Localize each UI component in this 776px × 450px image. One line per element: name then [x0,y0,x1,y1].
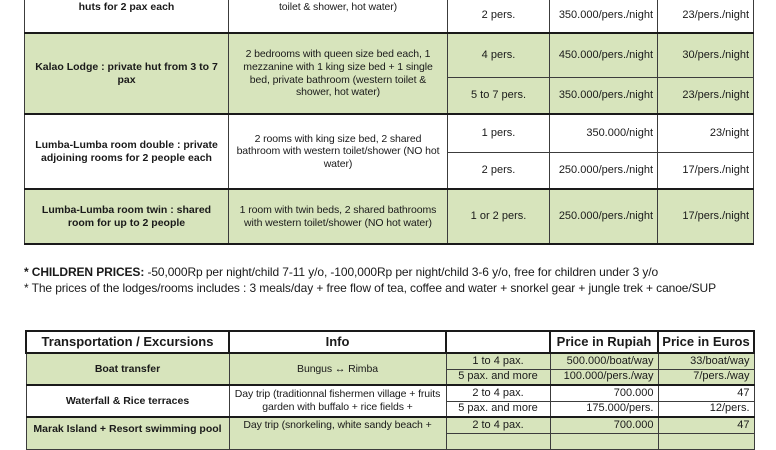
price-euros-cell [658,433,754,449]
price-euros-cell: 23/pers./night [658,0,754,33]
room-info-cell: 2 rooms with king size bed, 2 shared bathroom with western toilet/shower (NO hot water) [229,114,448,189]
price-euros-cell: 47 [658,385,754,401]
price-euros-cell: 23/pers./night [658,77,754,114]
price-euros-header: Price in Euros [658,331,754,353]
price-rupiah-cell: 700.000 [550,417,658,433]
pax-cell: 2 pers. [448,152,550,189]
price-euros-cell: 17/pers./night [658,152,754,189]
price-rupiah-cell: 350.000/pers./night [550,77,658,114]
pax-cell: 4 pers. [448,33,550,77]
price-rupiah-cell: 500.000/boat/way [550,353,658,369]
pax-cell: 2 pers. [448,0,550,33]
price-rupiah-header: Price in Rupiah [550,331,658,353]
price-rupiah-cell: 450.000/pers./night [550,33,658,77]
lodge-name-cell: Kalao Lodge : private hut from 3 to 7 pax [25,33,229,114]
price-euros-cell: 17/pers./night [658,189,754,244]
room-info-cell: toilet & shower, hot water) [229,0,448,33]
price-euros-cell: 47 [658,417,754,433]
pax-cell: 5 to 7 pers. [448,77,550,114]
children-prices-note [24,264,764,280]
excursion-name-cell: Waterfall & Rice terraces [26,385,229,417]
pax-cell: 5 pax. and more [446,369,550,385]
price-rupiah-cell: 175.000/pers. [550,401,658,417]
children-prices-note-text: -50,000Rp per night/child 7-11 y/o, -100,000Rp per night/child 3-6 y/o, free for children under 3 y/o [144,265,659,279]
price-rupiah-cell: 100.000/pers./way [550,369,658,385]
excursion-info-cell: Bungus ↔ Rimba [229,353,446,385]
pax-cell: 1 pers. [448,114,550,152]
excursion-price-table [25,330,755,450]
pax-cell [446,433,550,449]
room-info-cell: 2 bedrooms with queen size bed each, 1 mezzanine with 1 king size bed + 1 single bed, private bathroom (western toilet & shower, hot water) [229,33,448,114]
price-euros-cell: 12/pers. [658,401,754,417]
excursion-info-cell: Day trip (traditionnal fishermen village + fruits garden with buffalo + rice fields + [229,385,446,417]
price-rupiah-cell [550,433,658,449]
pax-header [446,331,550,353]
lodge-name-cell: Lumba-Lumba room twin : shared room for up to 2 people [25,189,229,244]
price-euros-cell: 7/pers./way [658,369,754,385]
price-rupiah-cell: 350.000/pers./night [550,0,658,33]
pax-cell: 2 to 4 pax. [446,385,550,401]
children-prices-note-lead: * CHILDREN PRICES: [24,265,145,279]
pax-cell: 1 to 4 pax. [446,353,550,369]
info-header: Info [229,331,446,353]
lodging-price-table [24,0,754,245]
excursion-name-cell: Boat transfer [26,353,229,385]
notes [24,264,764,296]
price-rupiah-cell: 350.000/night [550,114,658,152]
pax-cell: 1 or 2 pers. [448,189,550,244]
lodge-name-cell: huts for 2 pax each [25,0,229,33]
pax-cell: 5 pax. and more [446,401,550,417]
price-rupiah-cell: 250.000/pers./night [550,152,658,189]
price-euros-cell: 23/night [658,114,754,152]
excursion-name-cell: Marak Island + Resort swimming pool [26,417,229,449]
pax-cell: 2 to 4 pax. [446,417,550,433]
price-euros-cell: 30/pers./night [658,33,754,77]
price-rupiah-cell: 700.000 [550,385,658,401]
price-rupiah-cell: 250.000/pers./night [550,189,658,244]
excursion-info-cell: Day trip (snorkeling, white sandy beach + [229,417,446,449]
price-inclusions-note: * The prices of the lodges/rooms includes : 3 meals/day + free flow of tea, coffee and water + snorkel gear + jungle trek + canoe/SUP [24,281,716,295]
lodge-name-cell: Lumba-Lumba room double : private adjoining rooms for 2 people each [25,114,229,189]
price-euros-cell: 33/boat/way [658,353,754,369]
transportation-header: Transportation / Excursions [26,331,229,353]
room-info-cell: 1 room with twin beds, 2 shared bathrooms with western toilet/shower (NO hot water) [229,189,448,244]
